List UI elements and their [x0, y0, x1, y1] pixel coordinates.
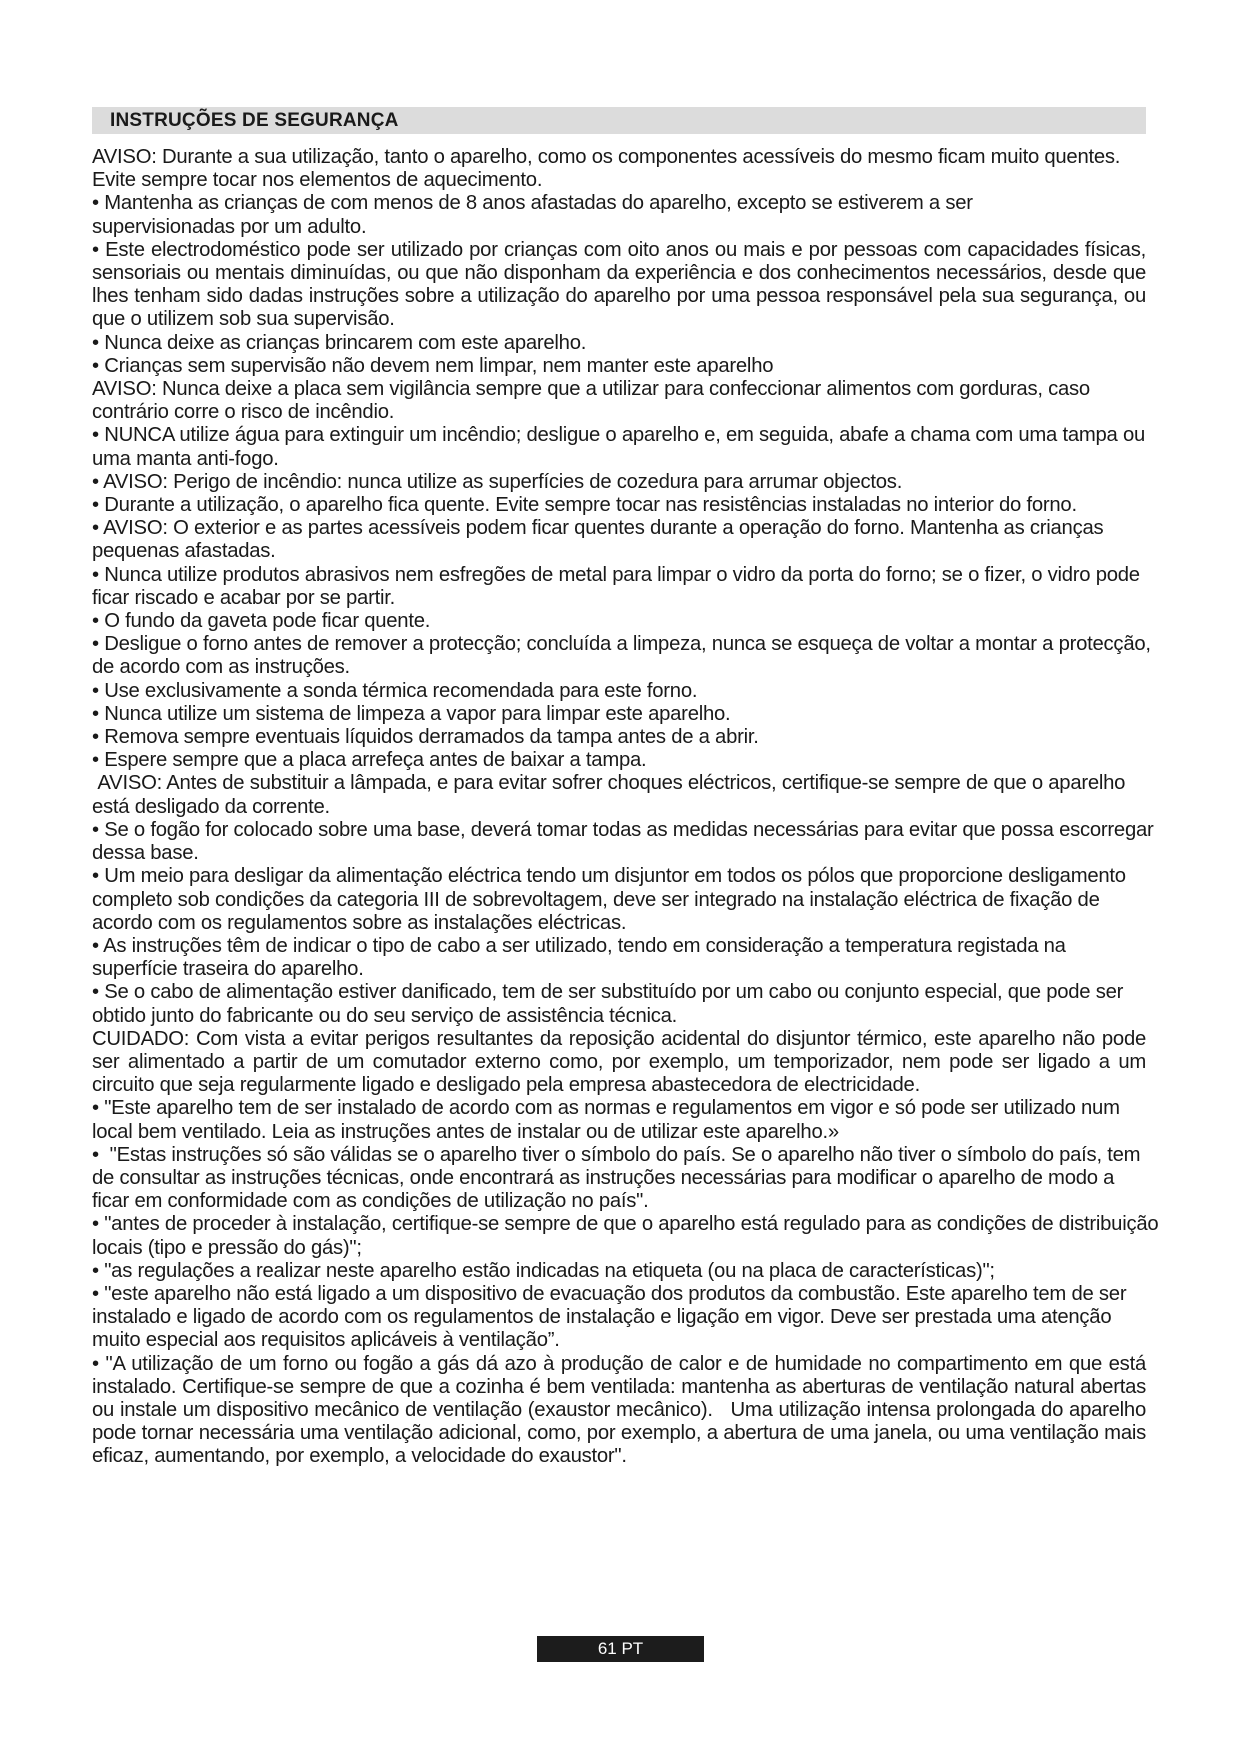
paragraph-cuidado: CUIDADO: Com vista a evitar perigos resultantes da reposição acidental do disjuntor térmico, este aparelho não pode ser alimentado a partir de um comutador externo como, por exemplo, um temporizador, nem pode ser ligado a um circuito que seja regularmente ligado e desligado pela empresa abastecedora de electricidade. — [92, 1027, 1146, 1097]
paragraph-ventilacao: • "A utilização de um forno ou fogão a gás dá azo à produção de calor e de humidade no compartimento em que está instalado. Certifique-se sempre de que a cozinha é bem ventilada: mantenha as aberturas de ventilação natural abertas ou instale um dispositivo mecânico de ventilação (exaustor mecânico). Uma utilização intensa prolongada do aparelho pode tornar necessária uma ventilação adicional, como, por exemplo, a abertura de uma janela, ou uma ventilação mais eficaz, aumentando, por exemplo, a velocidade do exaustor". — [92, 1352, 1152, 1468]
paragraph-disjuntor: • Um meio para desligar da alimentação eléctrica tendo um disjuntor em todos os pólos que proporcione desligamento completo sob condições da categoria III de sobrevoltagem, deve ser integrado na instalação eléctrica de fixação de acordo com os regulamentos sobre as instalações eléctricas. — [92, 865, 1126, 934]
paragraph-distribuicao: • "antes de proceder à instalação, certifique-se sempre de que o aparelho está regulado para as condições de distribuição locais (tipo e pressão do gás)"; — [92, 1213, 1159, 1259]
paragraph-vapor: • Nunca utilize um sistema de limpeza a vapor para limpar este aparelho. — [92, 702, 731, 725]
paragraph-sonda: • Use exclusivamente a sonda térmica recomendada para este forno. — [92, 679, 698, 702]
paragraph-sem-supervisao: • Crianças sem supervisão não devem nem limpar, nem manter este aparelho — [92, 354, 774, 377]
page-number: 61 PT — [597, 1639, 644, 1658]
paragraph-cabo-danificado: • Se o cabo de alimentação estiver danificado, tem de ser substituído por um cabo ou conjunto especial, que pode ser obtido junto do fabricante ou do seu serviço de assistência técnica. — [92, 981, 1124, 1027]
paragraph-gaveta: • O fundo da gaveta pode ficar quente. — [92, 610, 431, 633]
paragraph-arrefeca: • Espere sempre que a placa arrefeça antes de baixar a tampa. — [92, 749, 647, 772]
paragraph-agua-incendio: • NUNCA utilize água para extinguir um incêndio; desligue o aparelho e, em seguida, abafe a chama com uma tampa ou uma manta anti-fogo. — [92, 424, 1146, 470]
paragraph-perigo-incendio: • AVISO: Perigo de incêndio: nunca utilize as superfícies de cozedura para arrumar objectos. — [92, 470, 903, 493]
page-number-badge — [537, 1636, 704, 1662]
paragraph-aviso-gorduras: AVISO: Nunca deixe a placa sem vigilância sempre que a utilizar para confeccionar alimentos com gorduras, caso contrário corre o risco de incêndio. — [92, 378, 1090, 424]
paragraph-criancas-8-anos: • Mantenha as crianças de com menos de 8 anos afastadas do aparelho, excepto se estiverem a ser supervisionadas por um adulto. — [92, 192, 973, 238]
paragraph-proteccao: • Desligue o forno antes de remover a protecção; concluída a limpeza, nunca se esqueça de voltar a montar a protecção, de acordo com as instruções. — [92, 633, 1151, 679]
paragraph-brincarem: • Nunca deixe as crianças brincarem com este aparelho. — [92, 331, 587, 354]
paragraph-cabo-tipo: • As instruções têm de indicar o tipo de cabo a ser utilizado, tendo em consideração a temperatura registada na superfície traseira do aparelho. — [92, 934, 1066, 981]
paragraph-simbolo-pais: • "Estas instruções só são válidas se o aparelho tiver o símbolo do país. Se o aparelho não tiver o símbolo do país, tem de consultar as instruções técnicas, onde encontrará as instruções necessárias para modificar o aparelho de modo a ficar em conformidade com as condições de utilização no país". — [92, 1143, 1146, 1213]
paragraph-lampada: AVISO: Antes de substituir a lâmpada, e para evitar sofrer choques eléctricos, certifique-se sempre de que o aparelho está desligado da corrente. — [92, 772, 1131, 818]
paragraph-base: • Se o fogão for colocado sobre uma base, deverá tomar todas as medidas necessárias para evitar que possa escorregar dessa base. — [92, 818, 1154, 865]
paragraph-liquidos: • Remova sempre eventuais líquidos derramados da tampa antes de a abrir. — [92, 726, 759, 749]
paragraph-capacidades: • Este electrodoméstico pode ser utilizado por crianças com oito anos ou mais e por pessoas com capacidades físicas, sensoriais ou mentais diminuídas, ou que não disponham da experiência e dos conhecimentos necessários, desde que lhes tenham sido dadas instruções sobre a utilização do aparelho por uma pessoa responsável pela sua segurança, ou que o utilizem sob sua supervisão. — [92, 238, 1146, 331]
paragraph-normas: • "Este aparelho tem de ser instalado de acordo com as normas e regulamentos em vigor e só pode ser utilizado num local bem ventilado. Leia as instruções antes de instalar ou de utilizar este aparelho.» — [92, 1097, 1120, 1143]
section-title: INSTRUÇÕES DE SEGURANÇA — [110, 110, 399, 131]
paragraph-resistencias: • Durante a utilização, o aparelho fica quente. Evite sempre tocar nas resistências instaladas no interior do forno. — [92, 494, 1077, 517]
safety-instructions-body — [92, 146, 1172, 1469]
paragraph-combustao: • "este aparelho não está ligado a um dispositivo de evacuação dos produtos da combustão. Este aparelho tem de ser instalado e ligado de acordo com os regulamentos de instalação e ligação em vigor. Deve ser prestada uma atenção muito especial aos requisitos aplicáveis à ventilação”. — [92, 1282, 1127, 1352]
paragraph-abrasivos: • Nunca utilize produtos abrasivos nem esfregões de metal para limpar o vidro da porta do forno; se o fizer, o vidro pode ficar riscado e acabar por se partir. — [92, 563, 1140, 609]
paragraph-regulacoes: • "as regulações a realizar neste aparelho estão indicadas na etiqueta (ou na placa de características)"; — [92, 1259, 995, 1282]
paragraph-aviso-quente: AVISO: Durante a sua utilização, tanto o aparelho, como os componentes acessíveis do mesmo ficam muito quentes. Evite sempre tocar nos elementos de aquecimento. — [92, 146, 1121, 192]
section-header-bar — [92, 107, 1146, 134]
paragraph-exterior-quente: • AVISO: O exterior e as partes acessíveis podem ficar quentes durante a operação do forno. Mantenha as crianças pequenas afastadas. — [92, 517, 1104, 563]
